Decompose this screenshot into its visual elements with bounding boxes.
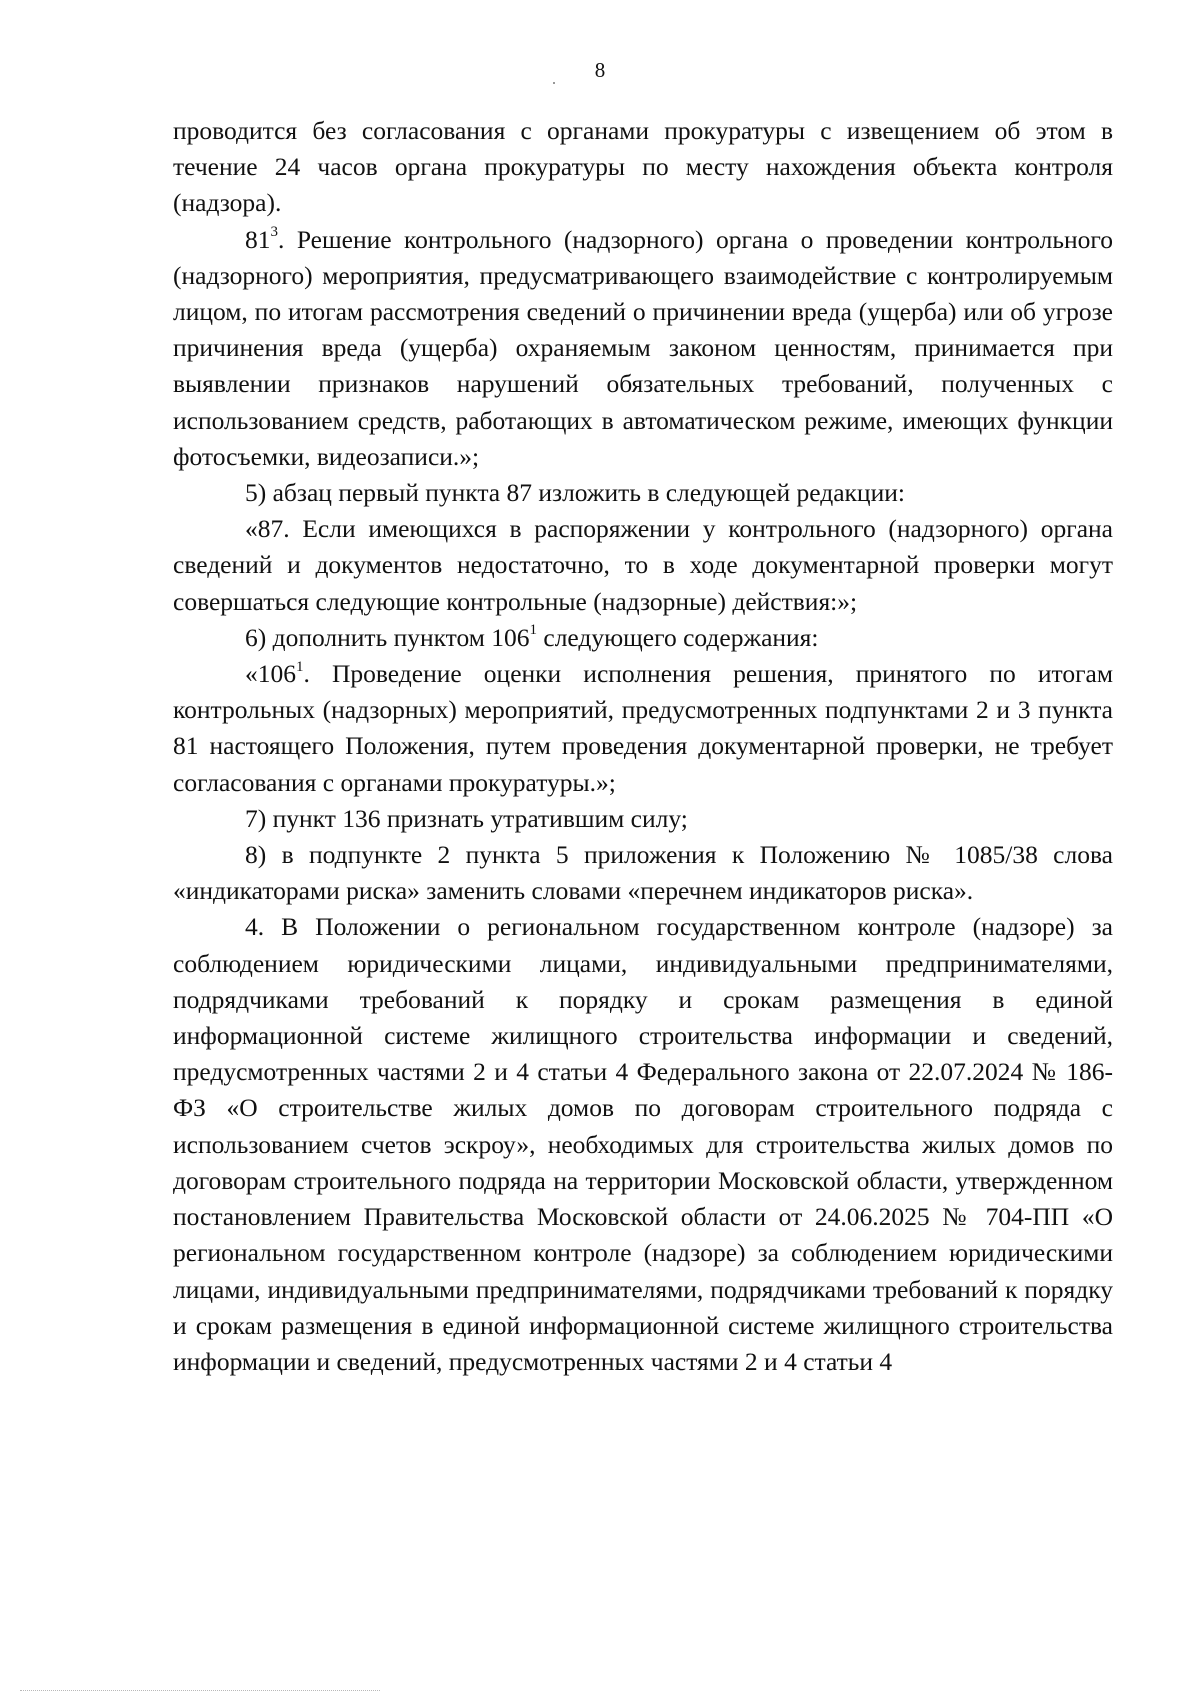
scan-speck: [553, 82, 555, 84]
scan-edge-line: [20, 1690, 380, 1692]
paragraph-87: «87. Если имеющихся в распоряжении у контрольного (надзорного) органа сведений и документов недостаточно, то в ходе документарной проверки могут совершаться следующие контрольные (надзорные) действия:»;: [173, 514, 1113, 616]
item-6-superscript: 1: [529, 622, 537, 639]
clause-superscript: 3: [270, 224, 278, 241]
paragraph-item-6: [173, 620, 1113, 656]
paragraph-106-1: [173, 656, 1113, 801]
document-body: [173, 113, 1113, 1380]
paragraph-item-8: 8) в подпункте 2 пункта 5 приложения к Положению № 1085/38 слова «индикаторами риска» заменить словами «перечнем индикаторов риска».: [173, 840, 1113, 906]
paragraph-item-7: 7) пункт 136 признать утратившим силу;: [245, 803, 688, 833]
paragraph-81-3: [173, 222, 1113, 475]
paragraph-item-5: 5) абзац первый пункта 87 изложить в следующей редакции:: [245, 478, 905, 508]
paragraph-continuation: проводится без согласования с органами прокуратуры с извещением об этом в течение 24 часов органа прокуратуры по месту нахождения объекта контроля (надзора).: [173, 116, 1113, 218]
paragraph-section-4: 4. В Положении о региональном государственном контроле (надзоре) за соблюдением юридическими лицами, индивидуальными предпринимателями, подрядчиками требований к порядку и срокам размещения в единой информационной системе жилищного строительства информации и сведений, предусмотренных частями 2 и 4 статьи 4 Федерального закона от 22.07.2024 № 186-ФЗ «О строительстве жилых домов по договорам строительного подряда с использованием счетов эскроу», необходимых для строительства жилых домов по договорам строительного подряда на территории Московской области, утвержденном постановлением Правительства Московской области от 24.06.2025 № 704-ПП «О региональном государственном контроле (надзоре) за соблюдением юридическими лицами, индивидуальными предпринимателями, подрядчиками требований к порядку и срокам размещения в единой информационной системе жилищного строительства информации и сведений, предусмотренных частями 2 и 4 статьи 4: [173, 912, 1113, 1376]
page-number: 8: [594, 58, 606, 82]
clause-106-superscript: 1: [296, 658, 304, 675]
clause-106-text: . Проведение оценки исполнения решения, принятого по итогам контрольных (надзорных) мероприятий, предусмотренных подпунктами 2 и 3 пункта 81 настоящего Положения, путем проведения документарной проверки, не требует согласования с органами прокуратуры.»;: [173, 659, 1113, 797]
clause-number: 81: [245, 224, 271, 254]
clause-text: . Решение контрольного (надзорного) органа о проведении контрольного (надзорного) мероприятия, предусматривающего взаимодействие с контролируемым лицом, по итогам рассмотрения сведений о причинении вреда (ущерба) или об угрозе причинения вреда (ущерба) охраняемым законом ценностям, принимается при выявлении признаков нарушений обязательных требований, полученных с использованием средств, работающих в автоматическом режиме, имеющих функции фотосъемки, видеозаписи.»;: [173, 224, 1113, 471]
item-6-prefix: 6) дополнить пунктом 106: [245, 622, 530, 652]
item-6-suffix: следующего содержания:: [537, 622, 819, 652]
clause-106-prefix: «106: [245, 659, 296, 689]
